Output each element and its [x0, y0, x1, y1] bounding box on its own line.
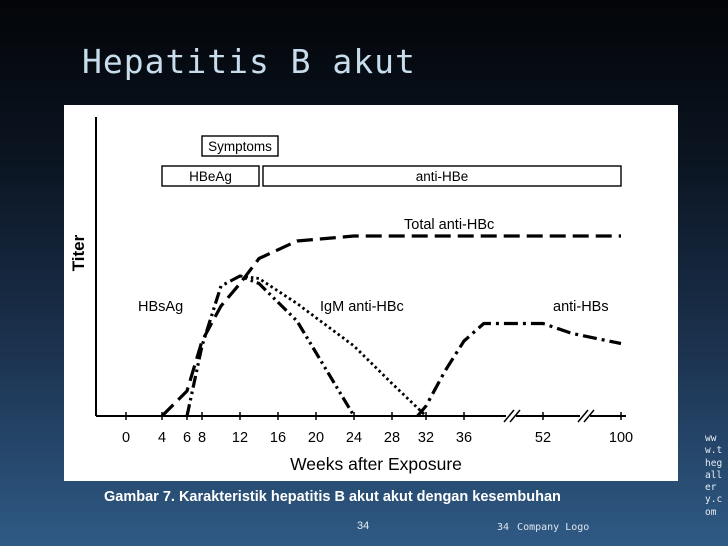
x-tick-label: 20: [307, 430, 325, 446]
series-igm-anti-hbc: [240, 276, 426, 416]
series-label: IgM anti-HBc: [320, 299, 404, 315]
series-label: HBsAg: [138, 299, 184, 315]
footer-company-logo: Company Logo: [517, 522, 590, 533]
x-tick-label: 4: [157, 430, 167, 446]
x-tick-label: 36: [455, 430, 473, 446]
x-tick-label: 52: [534, 430, 552, 446]
hepatitis-b-chart: [64, 105, 678, 481]
slide-title: Hepatitis B akut: [82, 42, 416, 81]
slide-footer: [497, 522, 597, 533]
x-axis: [96, 410, 626, 422]
x-tick-label: 6: [182, 430, 192, 446]
slide-page-number: 34: [357, 520, 370, 532]
x-tick-label: 28: [383, 430, 401, 446]
x-axis-label: Weeks after Exposure: [290, 454, 462, 474]
marker-bars: [162, 136, 621, 186]
x-tick-label: 100: [608, 430, 634, 446]
bar-label: Symptoms: [208, 139, 272, 154]
bar-label: HBeAg: [189, 169, 232, 184]
x-tick-label: 32: [417, 430, 435, 446]
series-hbsag: [187, 276, 354, 416]
bar-label: anti-HBe: [415, 169, 469, 184]
x-tick-label: 8: [197, 430, 207, 446]
series-label: anti-HBs: [553, 299, 609, 315]
x-tick-label: 16: [269, 430, 287, 446]
x-tick-labels: [122, 430, 633, 446]
x-tick-label: 0: [121, 430, 131, 446]
x-tick-label: 12: [231, 430, 249, 446]
series-lines: [138, 217, 621, 416]
side-url-text: www.thegallery.com: [705, 433, 723, 518]
figure-caption: Gambar 7. Karakteristik hepatitis B akut akut dengan kesembuhan: [104, 489, 561, 505]
chart-figure: [64, 105, 678, 481]
series-anti-hbs: [418, 324, 622, 417]
series-label: Total anti-HBc: [404, 217, 495, 233]
y-axis-label: Titer: [69, 234, 88, 272]
x-tick-label: 24: [345, 430, 363, 446]
footer-page-number: 34: [497, 522, 510, 533]
